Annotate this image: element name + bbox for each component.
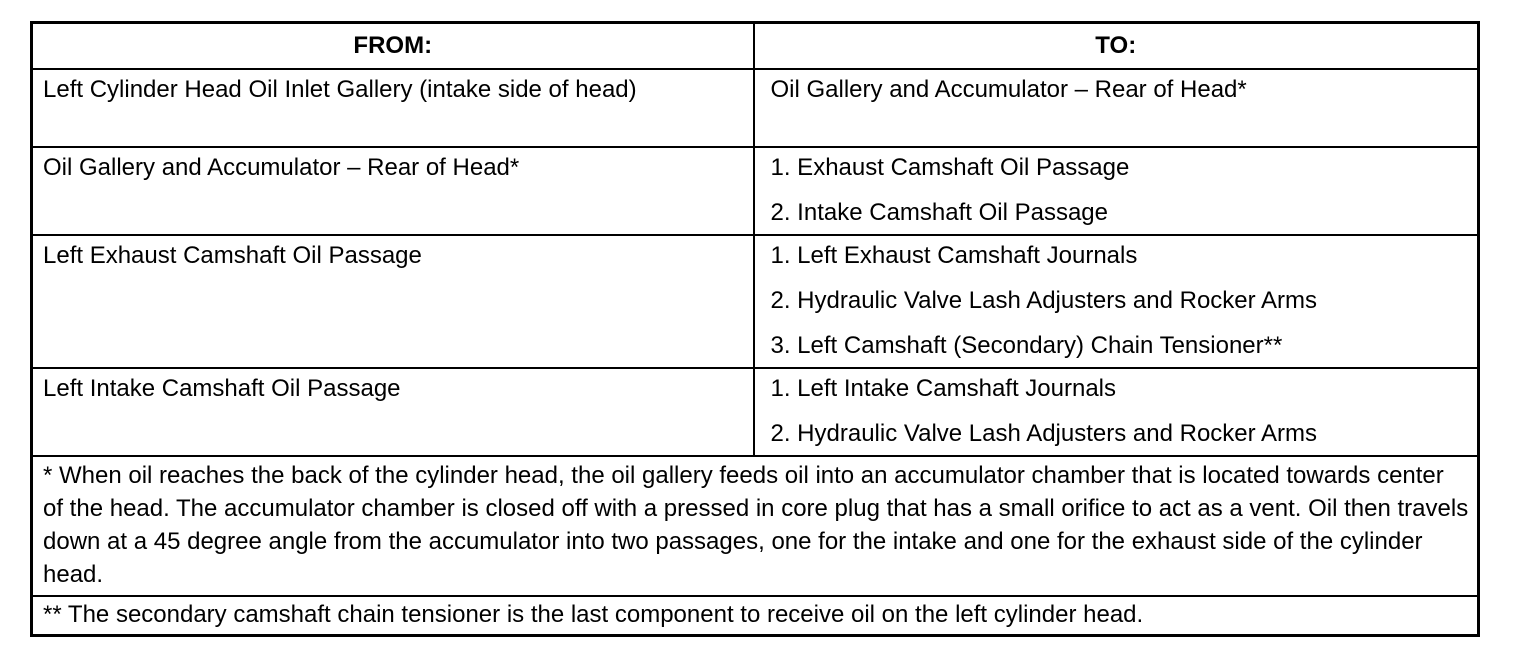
from-text: Left Intake Camshaft Oil Passage [43,375,401,402]
oil-flow-table [30,21,1480,637]
to-column-header: TO: [754,23,1479,70]
destination-item: Oil Gallery and Accumulator – Rear of Head* [770,76,1247,103]
from-text: Oil Gallery and Accumulator – Rear of Head* [43,154,520,181]
tensioner-footnote: ** The secondary camshaft chain tensioner is the last component to receive oil on the left cylinder head. [32,596,1479,636]
footnote-row [32,596,1479,636]
table-row [32,147,1479,235]
destination-item: 3. Left Camshaft (Secondary) Chain Tensioner** [770,332,1283,359]
from-cell [32,147,754,235]
from-column-header: FROM: [32,23,754,70]
destination-item: 2. Hydraulic Valve Lash Adjusters and Rocker Arms [770,287,1317,314]
from-text: Left Cylinder Head Oil Inlet Gallery (intake side of head) [43,76,637,103]
destination-item: 1. Exhaust Camshaft Oil Passage [770,154,1130,181]
to-cell [754,147,1479,235]
table-row [32,235,1479,368]
to-cell [754,69,1479,147]
accumulator-footnote: * When oil reaches the back of the cylinder head, the oil gallery feeds oil into an accumulator chamber that is located towards center of the head. The accumulator chamber is closed off with a pressed in core plug that has a small orifice to act as a vent. Oil then travels down at a 45 degree angle from the accumulator into two passages, one for the intake and one for the exhaust side of the cylinder head. [32,456,1479,596]
table-row [32,368,1479,456]
destination-item: 1. Left Intake Camshaft Journals [770,375,1117,402]
from-cell [32,235,754,368]
table-header-row [32,23,1479,70]
from-cell [32,69,754,147]
to-cell [754,235,1479,368]
footnote-row [32,456,1479,596]
to-cell [754,368,1479,456]
from-cell [32,368,754,456]
destination-item: 2. Hydraulic Valve Lash Adjusters and Rocker Arms [770,420,1317,447]
from-text: Left Exhaust Camshaft Oil Passage [43,242,422,269]
destination-item: 1. Left Exhaust Camshaft Journals [770,242,1138,269]
table-row [32,69,1479,147]
destination-item: 2. Intake Camshaft Oil Passage [770,199,1108,226]
